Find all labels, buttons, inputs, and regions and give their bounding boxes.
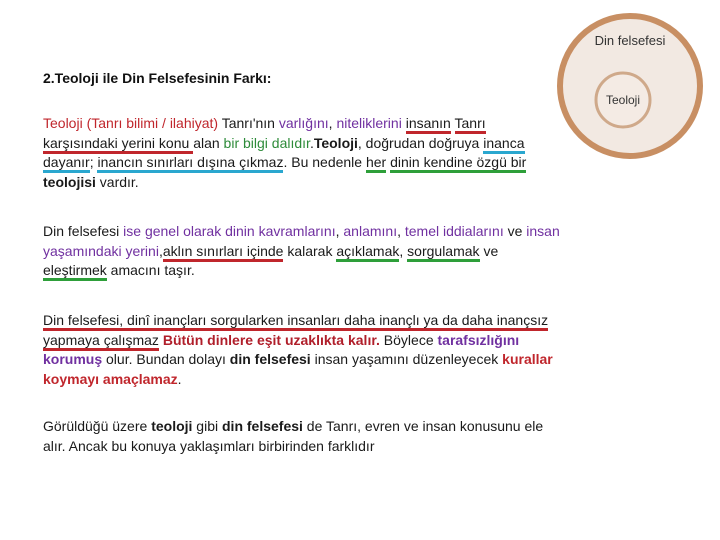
text-run: Görüldüğü üzere bbox=[43, 418, 152, 434]
text-run: alan bbox=[193, 134, 220, 151]
text-run: , bbox=[328, 115, 337, 131]
text-run: Böylece bbox=[379, 331, 438, 348]
text-run: , bbox=[158, 242, 163, 259]
text-run: ; bbox=[89, 154, 98, 170]
text-run: teoloji bbox=[151, 418, 193, 434]
venn-diagram bbox=[557, 0, 720, 170]
text-run: açıklamak bbox=[336, 243, 399, 262]
text-run: sorgulamak bbox=[407, 243, 479, 262]
text-run: Tanrı karşısındaki yerini konu bbox=[43, 115, 486, 154]
paragraph-din-felsefesi bbox=[43, 222, 563, 281]
text-run: Teoloji bbox=[313, 134, 358, 151]
text-run: tarafsızlığını korumuş bbox=[43, 331, 520, 367]
text-run: eleştirmek bbox=[43, 262, 107, 281]
text-run: dinin kendine özgü bir bbox=[390, 154, 526, 173]
text-run: , bbox=[397, 223, 405, 239]
text-run: vardır. bbox=[95, 173, 139, 190]
text-run: kurallar koymayı amaçlamaz bbox=[43, 351, 553, 387]
text-run: amacını taşır. bbox=[106, 262, 195, 278]
text-run: insan yaşamını düzenleyecek bbox=[310, 351, 503, 367]
text-run: . Bu nedenle bbox=[283, 154, 366, 170]
text-run: insanın bbox=[406, 115, 451, 134]
text-run: kalarak bbox=[283, 242, 337, 259]
text-run: bir bilgi dalıdır bbox=[223, 134, 310, 151]
inner-circle-label: Teoloji bbox=[605, 93, 641, 107]
paragraph-teoloji bbox=[43, 114, 563, 192]
text-run bbox=[451, 115, 455, 131]
text-run: . bbox=[177, 370, 182, 387]
text-run: Teoloji (Tanrı bilimi / ilahiyat) bbox=[43, 115, 219, 131]
text-run: temel bbox=[404, 223, 440, 239]
text-run: ve bbox=[483, 242, 499, 259]
text-run: din felsefesi bbox=[229, 351, 311, 367]
text-run: din felsefesi bbox=[222, 418, 303, 434]
text-run: olur. Bundan dolayı bbox=[102, 351, 230, 367]
text-run: ve bbox=[503, 223, 527, 239]
text-run: aklın sınırları içinde bbox=[163, 243, 284, 262]
text-run: inancın sınırları dışına çıkmaz bbox=[97, 154, 283, 173]
text-run: de Tanrı, evren ve insan konusunu ele alır. Ancak bu konuya yaklaşımları birbirinden farklıdır bbox=[43, 418, 544, 454]
text-run: insan yaşamındaki yerini bbox=[43, 223, 560, 259]
text-run: , bbox=[335, 223, 344, 239]
text-run: Din felsefesi bbox=[43, 223, 120, 239]
text-run: , bbox=[399, 242, 408, 259]
text-run: niteliklerini bbox=[336, 115, 402, 131]
text-run: varlığını bbox=[278, 115, 329, 131]
text-run: ise genel olarak dinin kavramlarını bbox=[123, 223, 336, 239]
section-heading: 2.Teoloji ile Din Felsefesinin Farkı: bbox=[43, 70, 272, 86]
text-run: anlamını bbox=[343, 223, 398, 239]
paragraph-tarafsizlik bbox=[43, 311, 563, 389]
text-run: daha inançsız yapmaya çalışmaz bbox=[43, 312, 548, 351]
text-run: inanca dayanır bbox=[43, 135, 525, 174]
text-run: , dinî inançları sorgularken insanları daha inançlı ya da bbox=[119, 312, 461, 331]
text-run: . bbox=[309, 134, 314, 151]
text-run: doğruya bbox=[428, 134, 480, 151]
text-run: , doğrudan bbox=[357, 134, 429, 151]
paragraph-sonuc bbox=[43, 417, 563, 456]
text-run: gibi bbox=[192, 418, 222, 434]
text-run: Din felsefesi bbox=[43, 312, 119, 331]
text-run: her bbox=[366, 154, 386, 173]
text-run: Bütün dinlere eşit uzaklıkta kalır. bbox=[162, 331, 380, 348]
text-run: Tanrı'nın bbox=[221, 115, 275, 131]
text-run: teolojisi bbox=[43, 173, 96, 190]
text-run: iddialarını bbox=[443, 223, 504, 239]
outer-circle-label: Din felsefesi bbox=[594, 33, 666, 48]
